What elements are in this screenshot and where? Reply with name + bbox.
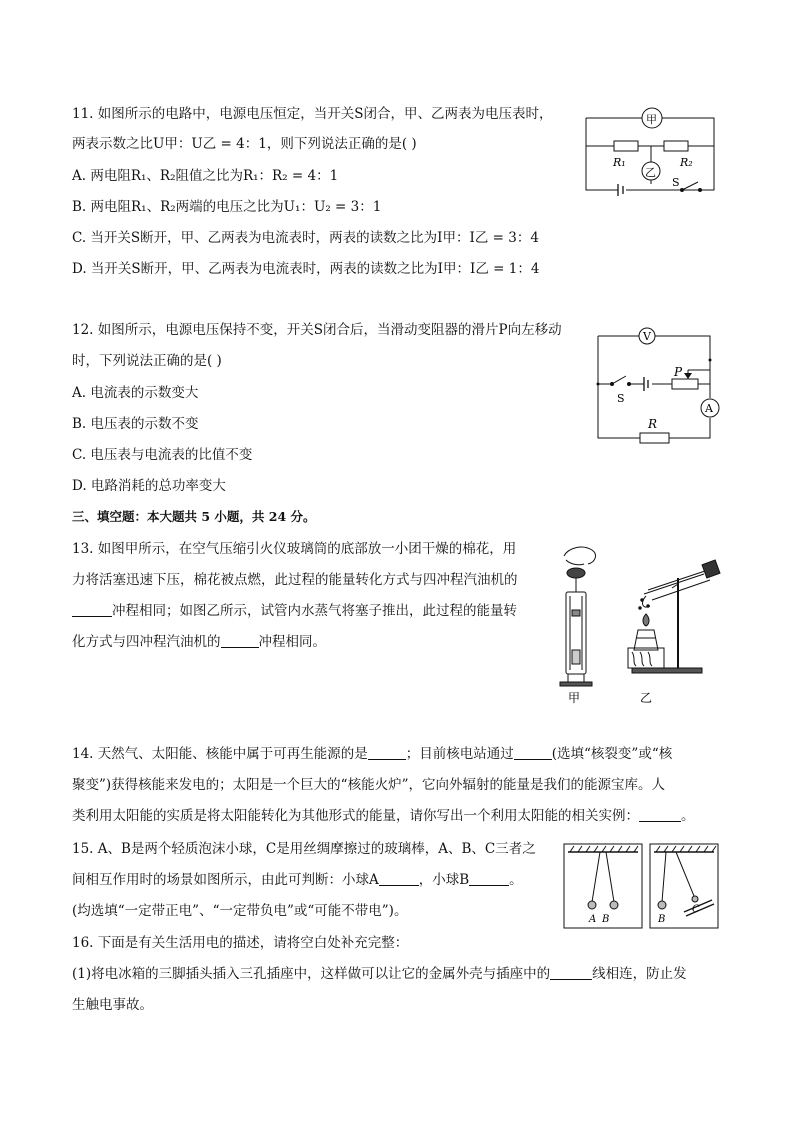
q15-stem-line2: [72, 871, 523, 889]
q14-stem-line1: [72, 745, 672, 763]
q13-blank-1[interactable]: [72, 602, 112, 617]
q13-stem-line3: [72, 602, 517, 620]
q13-fig-label-left: 甲: [568, 691, 581, 705]
q11-switch-label: S: [672, 176, 680, 189]
q15-stem-line1: 15. A、B是两个轻质泡沫小球，C是用丝绸摩擦过的玻璃棒，A、B、C三者之: [72, 841, 536, 857]
q15-rod-c-label: C: [692, 904, 700, 915]
q12-switch-label: S: [617, 392, 625, 405]
q14-line3-text: 类利用太阳能的实质是将太阳能转化为其他形式的能量，请你写出一个利用太阳能的相关实例：: [72, 808, 639, 824]
q16-stem-line3: 生触电事故。: [72, 997, 153, 1013]
q13-stem-line2: 力将活塞迅速下压，棉花被点燃，此过程的能量转化方式与四冲程汽油机的: [72, 572, 518, 588]
q15-interaction-figure: [562, 842, 722, 930]
q14-blank-3[interactable]: [639, 807, 681, 822]
q12-stem-line1: 12. 如图所示，电源电压保持不变，开关S闭合后，当滑动变阻器的滑片P向左移动: [72, 322, 562, 338]
q14-line1-part3: (选填“核裂变”或“核: [551, 746, 673, 762]
q11-option-a: A. 两电阻R₁、R₂阻值之比为R₁：R₂ = 4：1: [72, 168, 339, 184]
q16-line2-tail: 线相连，防止发: [592, 966, 687, 982]
q12-option-d: D. 电路消耗的总功率变大: [72, 478, 226, 494]
q14-stem-line3: [72, 807, 695, 825]
q11-option-b: B. 两电阻R₁、R₂两端的电压之比为U₁：U₂ = 3：1: [72, 199, 382, 215]
q12-option-c: C. 电压表与电流表的比值不变: [72, 447, 253, 463]
q12-option-b: B. 电压表的示数不变: [72, 416, 199, 432]
q15-ball-b2-label: B: [658, 914, 666, 925]
section-heading-fill-in: 三、填空题：本大题共 5 小题，共 24 分。: [72, 509, 316, 524]
q12-voltmeter-label: V: [643, 330, 651, 343]
q14-line1-part1: 14. 天然气、太阳能、核能中属于可再生能源的是: [72, 746, 368, 762]
q15-line2-part2: ，小球B: [418, 872, 470, 888]
q13-stem-line4-tail: 冲程相同。: [258, 634, 326, 650]
q12-option-a: A. 电流表的示数变大: [72, 385, 199, 401]
q15-blank-2[interactable]: [469, 871, 509, 886]
q15-stem-line3: (均选填“一定带正电”、“一定带负电”或“可能不带电”)。: [72, 903, 408, 919]
q13-fig-label-right: 乙: [640, 691, 653, 705]
q14-blank-1[interactable]: [368, 745, 406, 760]
q15-line2-part1: 间相互作用时的场景如图所示，由此可判断：小球A: [72, 872, 379, 888]
q13-stem-line1: 13. 如图甲所示，在空气压缩引火仪玻璃筒的底部放一小团干燥的棉花，用: [72, 541, 517, 557]
q14-line1-part2: ；目前核电站通过: [405, 746, 514, 762]
q15-line2-tail: 。: [509, 872, 523, 888]
q12-slider-label: P: [674, 365, 683, 379]
q12-circuit-diagram: [592, 320, 732, 445]
q15-ball-a-label: A: [589, 914, 597, 925]
q15-ball-b-label: B: [602, 914, 610, 925]
q16-stem-line1: 16. 下面是有关生活用电的描述，请将空白处补充完整：: [72, 935, 409, 951]
q11-option-c: C. 当开关S断开，甲、乙两表为电流表时，两表的读数之比为I甲：I乙 = 3：4: [72, 230, 539, 246]
q13-stem-line4-text: 化方式与四冲程汽油机的: [72, 634, 221, 650]
q13-stem-line3-text: 冲程相同；如图乙所示，试管内水蒸气将塞子推出，此过程的能量转: [112, 603, 517, 619]
q14-stem-line2: 聚变”)获得核能来发电的；太阳是一个巨大的“核能火炉”，它向外辐射的能量是我们的能源宝库。人: [72, 777, 665, 793]
q11-r1-label: R₁: [613, 156, 626, 169]
q16-line2-text: (1)将电冰箱的三脚插头插入三孔插座中，这样做可以让它的金属外壳与插座中的: [72, 966, 551, 982]
q11-stem-line1: 11. 如图所示的电路中，电源电压恒定，当开关S闭合，甲、乙两表为电压表时，: [72, 106, 553, 122]
q16-stem-line2: [72, 965, 687, 983]
q11-stem-line2: 两表示数之比U甲：U乙 = 4：1，则下列说法正确的是( ): [72, 136, 417, 152]
q11-meter-mid-label: 乙: [645, 166, 656, 179]
q11-r2-label: R₂: [680, 156, 693, 169]
q12-stem-line2: 时，下列说法正确的是( ): [72, 353, 222, 369]
q13-apparatus-figure: [548, 540, 728, 705]
q11-option-d: D. 当开关S断开，甲、乙两表为电流表时，两表的读数之比为I甲：I乙 = 1：4: [72, 261, 540, 277]
q14-blank-2[interactable]: [514, 745, 552, 760]
q11-meter-top-label: 甲: [646, 113, 657, 126]
q14-line3-tail: 。: [681, 808, 695, 824]
q16-blank-1[interactable]: [550, 965, 592, 980]
q12-ammeter-label: A: [705, 402, 713, 415]
q13-stem-line4: [72, 633, 326, 651]
q13-blank-2[interactable]: [221, 633, 259, 648]
q15-blank-1[interactable]: [379, 871, 419, 886]
q12-resistor-label: R: [648, 417, 658, 431]
q11-circuit-diagram: [580, 100, 720, 200]
